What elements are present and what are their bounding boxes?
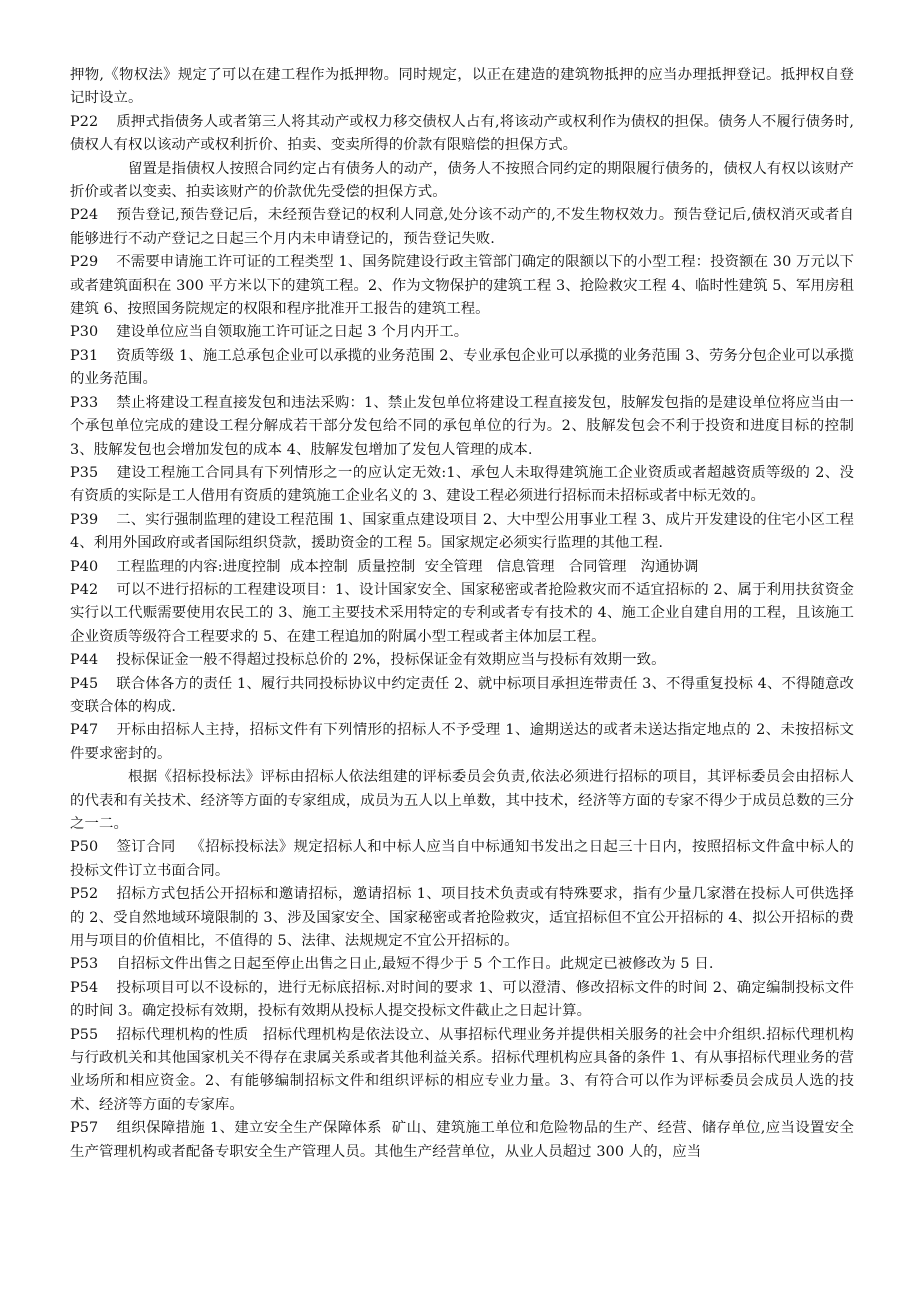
page-ref-tag: P33	[70, 394, 99, 411]
paragraph-text: 签订合同 《招标投标法》规定招标人和中标人应当自中标通知书发出之日起三十日内，按照招标文件盒中标人的投标文件订立书面合同。	[70, 839, 854, 879]
page-ref-tag: P55	[70, 1026, 99, 1043]
paragraph-p30	[70, 321, 854, 344]
page-ref-tag: P29	[70, 254, 99, 271]
page-ref-tag: P54	[70, 979, 99, 996]
paragraph-text: 投标项目可以不设标的，进行无标底招标.对时间的要求 1、可以澄清、修改招标文件的时间 2、确定编制投标文件的时间 3。确定投标有效期，投标有效期从投标人提交投标文件截止之日起计算。	[70, 979, 854, 1020]
paragraph-p50	[70, 836, 854, 883]
page-ref-tag: P40	[70, 558, 99, 575]
page-ref-tag: P24	[70, 207, 99, 224]
paragraph-text: 建设单位应当自领取施工许可证之日起 3 个月内开工。	[116, 324, 469, 341]
page-ref-tag: P35	[70, 464, 99, 481]
paragraph-text: 可以不进行招标的工程建设项目：1、设计国家安全、国家秘密或者抢险救灾而不适宜招标的 2、属于利用扶贫资金实行以工代赈需要使用农民工的 3、施工主要技术采用特定的专利或者专有技术的 4、施工企业自建自用的工程，且该施工企业资质等级符合工程要求的 5、在建工程追加的附属小型工程或者主体加层工程。	[70, 581, 854, 645]
paragraph-evaluation	[70, 766, 854, 836]
paragraph-text: 二、实行强制监理的建设工程范围 1、国家重点建设项目 2、大中型公用事业工程 3、成片开发建设的住宅小区工程 4、利用外国政府或者国际组织贷款，援助资金的工程 5。国家规定必须实行监理的其他工程.	[70, 511, 854, 552]
paragraph-p33	[70, 392, 854, 462]
paragraph-p29	[70, 251, 854, 321]
paragraph-p39	[70, 509, 854, 556]
paragraph-text: 禁止将建设工程直接发包和违法采购：1、禁止发包单位将建设工程直接发包，肢解发包指的是建设单位将应当由一个承包单位完成的建设工程分解成若干部分发包给不同的承包单位的行为。2、肢解发包会不利于投资和进度目标的控制 3、肢解发包也会增加发包的成本 4、肢解发包增加了发包人管理的成本.	[70, 394, 854, 458]
paragraph-text: 工程监理的内容:进度控制 成本控制 质量控制 安全管理 信息管理 合同管理 沟通协调	[116, 558, 699, 575]
page-ref-tag: P47	[70, 722, 99, 739]
paragraph-p45	[70, 673, 854, 720]
page-ref-tag: P44	[70, 652, 99, 669]
paragraph-p31	[70, 345, 854, 392]
paragraph-p42	[70, 579, 854, 649]
paragraph-text: 自招标文件出售之日起至停止出售之日止,最短不得少于 5 个工作日。此规定已被修改为 5 日.	[116, 956, 714, 973]
paragraph-text: 建设工程施工合同具有下列情形之一的应认定无效:1、承包人未取得建筑施工企业资质或者超越资质等级的 2、没有资质的实际是工人借用有资质的建筑施工企业名义的 3、建设工程必须进行招标而未招标或者中标无效的。	[70, 464, 854, 505]
page-ref-tag: P42	[70, 581, 99, 598]
paragraph-lien	[70, 158, 854, 205]
paragraph-p22	[70, 111, 854, 158]
paragraph-text: 招标方式包括公开招标和邀请招标，邀请招标 1、项目技术负责或有特殊要求，指有少量几家潜在投标人可供选择的 2、受自然地域环境限制的 3、涉及国家安全、国家秘密或者抢险救灾，适宜招标但不宜公开招标的 4、拟公开招标的费用与项目的价值相比，不值得的 5、法律、法规规定不宜公开招标的。	[70, 886, 854, 950]
page-ref-tag: P50	[70, 839, 99, 856]
paragraph-text: 投标保证金一般不得超过投标总价的 2%，投标保证金有效期应当与投标有效期一致。	[116, 652, 666, 669]
page-ref-tag: P57	[70, 1120, 99, 1137]
paragraph-p52	[70, 883, 854, 953]
page-ref-tag: P39	[70, 511, 99, 528]
page-ref-tag: P31	[70, 347, 99, 364]
page-ref-tag: P52	[70, 886, 99, 903]
paragraph-text: 开标由招标人主持，招标文件有下列情形的招标人不予受理 1、逾期送达的或者未送达指定地点的 2、未按招标文件要求密封的。	[70, 722, 854, 762]
paragraph-p57	[70, 1117, 854, 1164]
page-ref-tag: P45	[70, 675, 99, 692]
paragraph-text: 押物,《物权法》规定了可以在建工程作为抵押物。同时规定，以正在建造的建筑物抵押的应当办理抵押登记。抵押权自登记时设立。	[70, 67, 854, 107]
paragraph-text: 质押式指债务人或者第三人将其动产或权力移交债权人占有,将该动产或权利作为债权的担保。债务人不履行债务时,债权人有权以该动产或权利折价、拍卖、变卖所得的价款有限赔偿的担保方式。	[70, 113, 854, 154]
paragraph-p44	[70, 649, 854, 672]
paragraph-p54	[70, 977, 854, 1024]
paragraph-p40	[70, 556, 854, 579]
page-ref-tag: P30	[70, 324, 99, 341]
page-ref-tag: P22	[70, 113, 99, 130]
paragraph-text: 资质等级 1、施工总承包企业可以承揽的业务范围 2、专业承包企业可以承揽的业务范围 3、劳务分包企业可以承揽的业务范围。	[70, 347, 854, 388]
paragraph-p47	[70, 719, 854, 766]
paragraph-text: 留置是指债权人按照合同约定占有债务人的动产，债务人不按照合同约定的期限履行债务的，债权人有权以该财产折价或者以变卖、拍卖该财产的价款优先受偿的担保方式。	[70, 160, 854, 201]
paragraph-p55	[70, 1024, 854, 1118]
paragraph-text: 组织保障措施 1、建立安全生产保障体系 矿山、建筑施工单位和危险物品的生产、经营、储存单位,应当设置安全生产管理机构或者配备专职安全生产管理人员。其他生产经营单位，从业人员超过 300 人的，应当	[70, 1120, 854, 1160]
paragraph-text: 根据《招标投标法》评标由招标人依法组建的评标委员会负责,依法必须进行招标的项目，其评标委员会由招标人的代表和有关技术、经济等方面的专家组成，成员为五人以上单数，其中技术，经济等方面的专家不得少于成员总数的三分之一二。	[70, 769, 854, 832]
paragraph-text: 预告登记,预告登记后，未经预告登记的权利人同意,处分该不动产的,不发生物权效力。预告登记后,债权消灭或者自能够进行不动产登记之日起三个月内未申请登记的，预告登记失败.	[70, 207, 854, 247]
paragraph-p24	[70, 204, 854, 251]
paragraph-text: 联合体各方的责任 1、履行共同投标协议中约定责任 2、就中标项目承担连带责任 3、不得重复投标 4、不得随意改变联合体的构成.	[70, 675, 854, 715]
page-ref-tag: P53	[70, 956, 99, 973]
paragraph-p35	[70, 462, 854, 509]
paragraph-text: 不需要申请施工许可证的工程类型 1、国务院建设行政主管部门确定的限额以下的小型工程：投资额在 30 万元以下或者建筑面积在 300 平方米以下的建筑工程。2、作为文物保护的建筑工程 3、抢险救灾工程 4、临时性建筑 5、军用房租建筑 6、按照国务院规定的权限和程序批准开工报告的建筑工程。	[70, 254, 854, 318]
paragraph-p53	[70, 953, 854, 976]
document-page	[70, 64, 854, 1164]
paragraph-text: 招标代理机构的性质 招标代理机构是依法设立、从事招标代理业务并提供相关服务的社会中介组织.招标代理机构与行政机关和其他国家机关不得存在隶属关系或者其他利益关系。招标代理机构应具备的条件 1、有从事招标代理业务的营业场所和相应资金。2、有能够编制招标文件和组织评标的相应专业力量。3、有符合可以作为评标委员会成员人选的技术、经济等方面的专家库。	[70, 1026, 854, 1113]
paragraph-0	[70, 64, 854, 111]
